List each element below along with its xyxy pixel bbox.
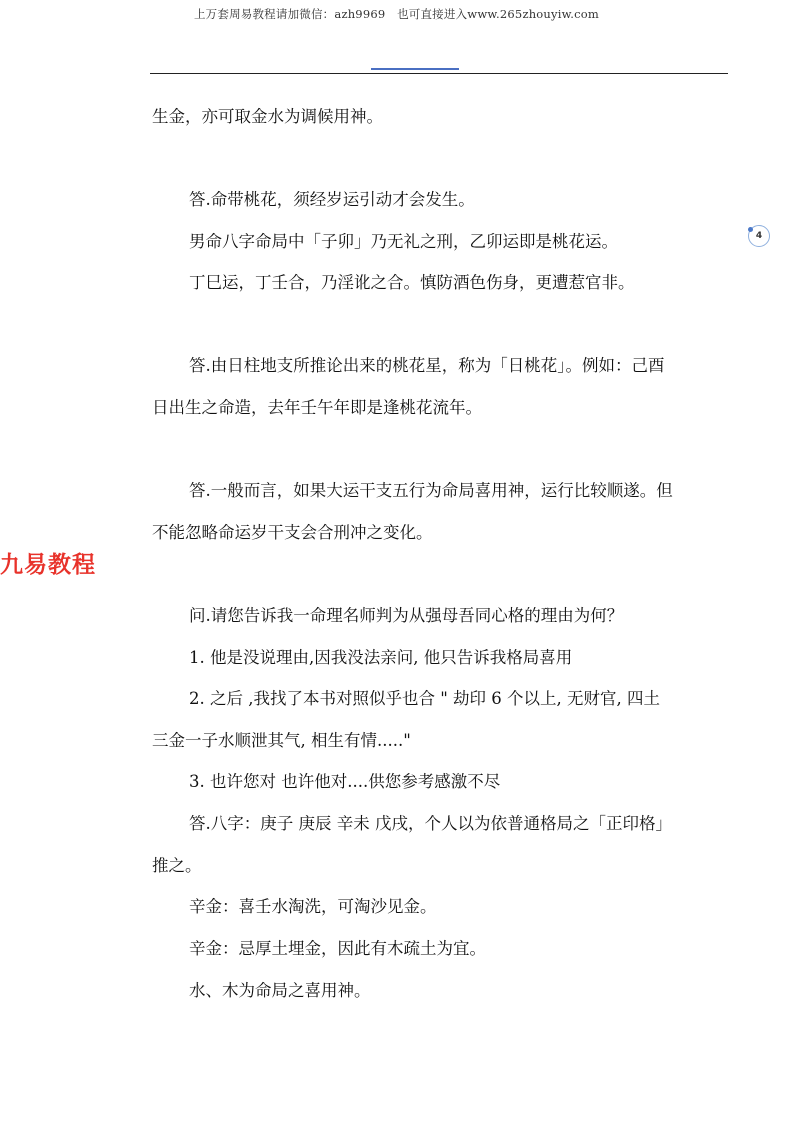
- text-line: 丁巳运，丁壬合，乃淫讹之合。慎防酒色伤身，更遭惹官非。: [189, 273, 635, 292]
- header-rule: [150, 73, 728, 74]
- text-line: 2. 之后 ,我找了本书对照似乎也合 " 劫印 6 个以上, 无财官, 四土: [189, 689, 661, 708]
- page-number-badge: 4: [748, 225, 770, 247]
- text-line: 三金一子水顺泄其气, 相生有情.....": [152, 731, 411, 750]
- text-line: 辛金：喜壬水淘洗，可淘沙见金。: [189, 897, 437, 916]
- watermark-logo: 九易教程: [0, 552, 96, 578]
- header-accent-rule: [371, 68, 459, 70]
- text-line: 答.八字：庚子 庚辰 辛未 戊戌，个人以为依普通格局之「正印格」: [189, 814, 672, 833]
- text-line: 问.请您告诉我一命理名师判为从强母吾同心格的理由为何？: [189, 606, 624, 625]
- text-line: 答.命带桃花，须经岁运引动才会发生。: [189, 190, 475, 209]
- text-line: 不能忽略命运岁干支会合刑冲之变化。: [152, 523, 433, 542]
- text-line: 3. 也许您对 也许他对....供您参考感激不尽: [189, 772, 501, 791]
- header-note: 上万套周易教程请加微信：azh9969 也可直接进入www.265zhouyiw.com: [193, 7, 600, 21]
- text-line: 答.一般而言，如果大运干支五行为命局喜用神，运行比较顺遂。但: [189, 481, 673, 500]
- text-line: 日出生之命造，去年壬午年即是逢桃花流年。: [152, 398, 482, 417]
- text-line: 男命八字命局中「子卯」乃无礼之刑，乙卯运即是桃花运。: [189, 232, 618, 251]
- text-line: 水、木为命局之喜用神。: [189, 981, 371, 1000]
- text-line: 1. 他是没说理由,因我没法亲问, 他只告诉我格局喜用: [189, 648, 573, 667]
- text-line: 答.由日柱地支所推论出来的桃花星，称为「日桃花」。例如：己酉: [189, 356, 665, 375]
- text-line: 辛金：忌厚土埋金，因此有木疏土为宜。: [189, 939, 486, 958]
- text-line: 生金，亦可取金水为调候用神。: [152, 107, 383, 126]
- text-line: 推之。: [152, 856, 202, 875]
